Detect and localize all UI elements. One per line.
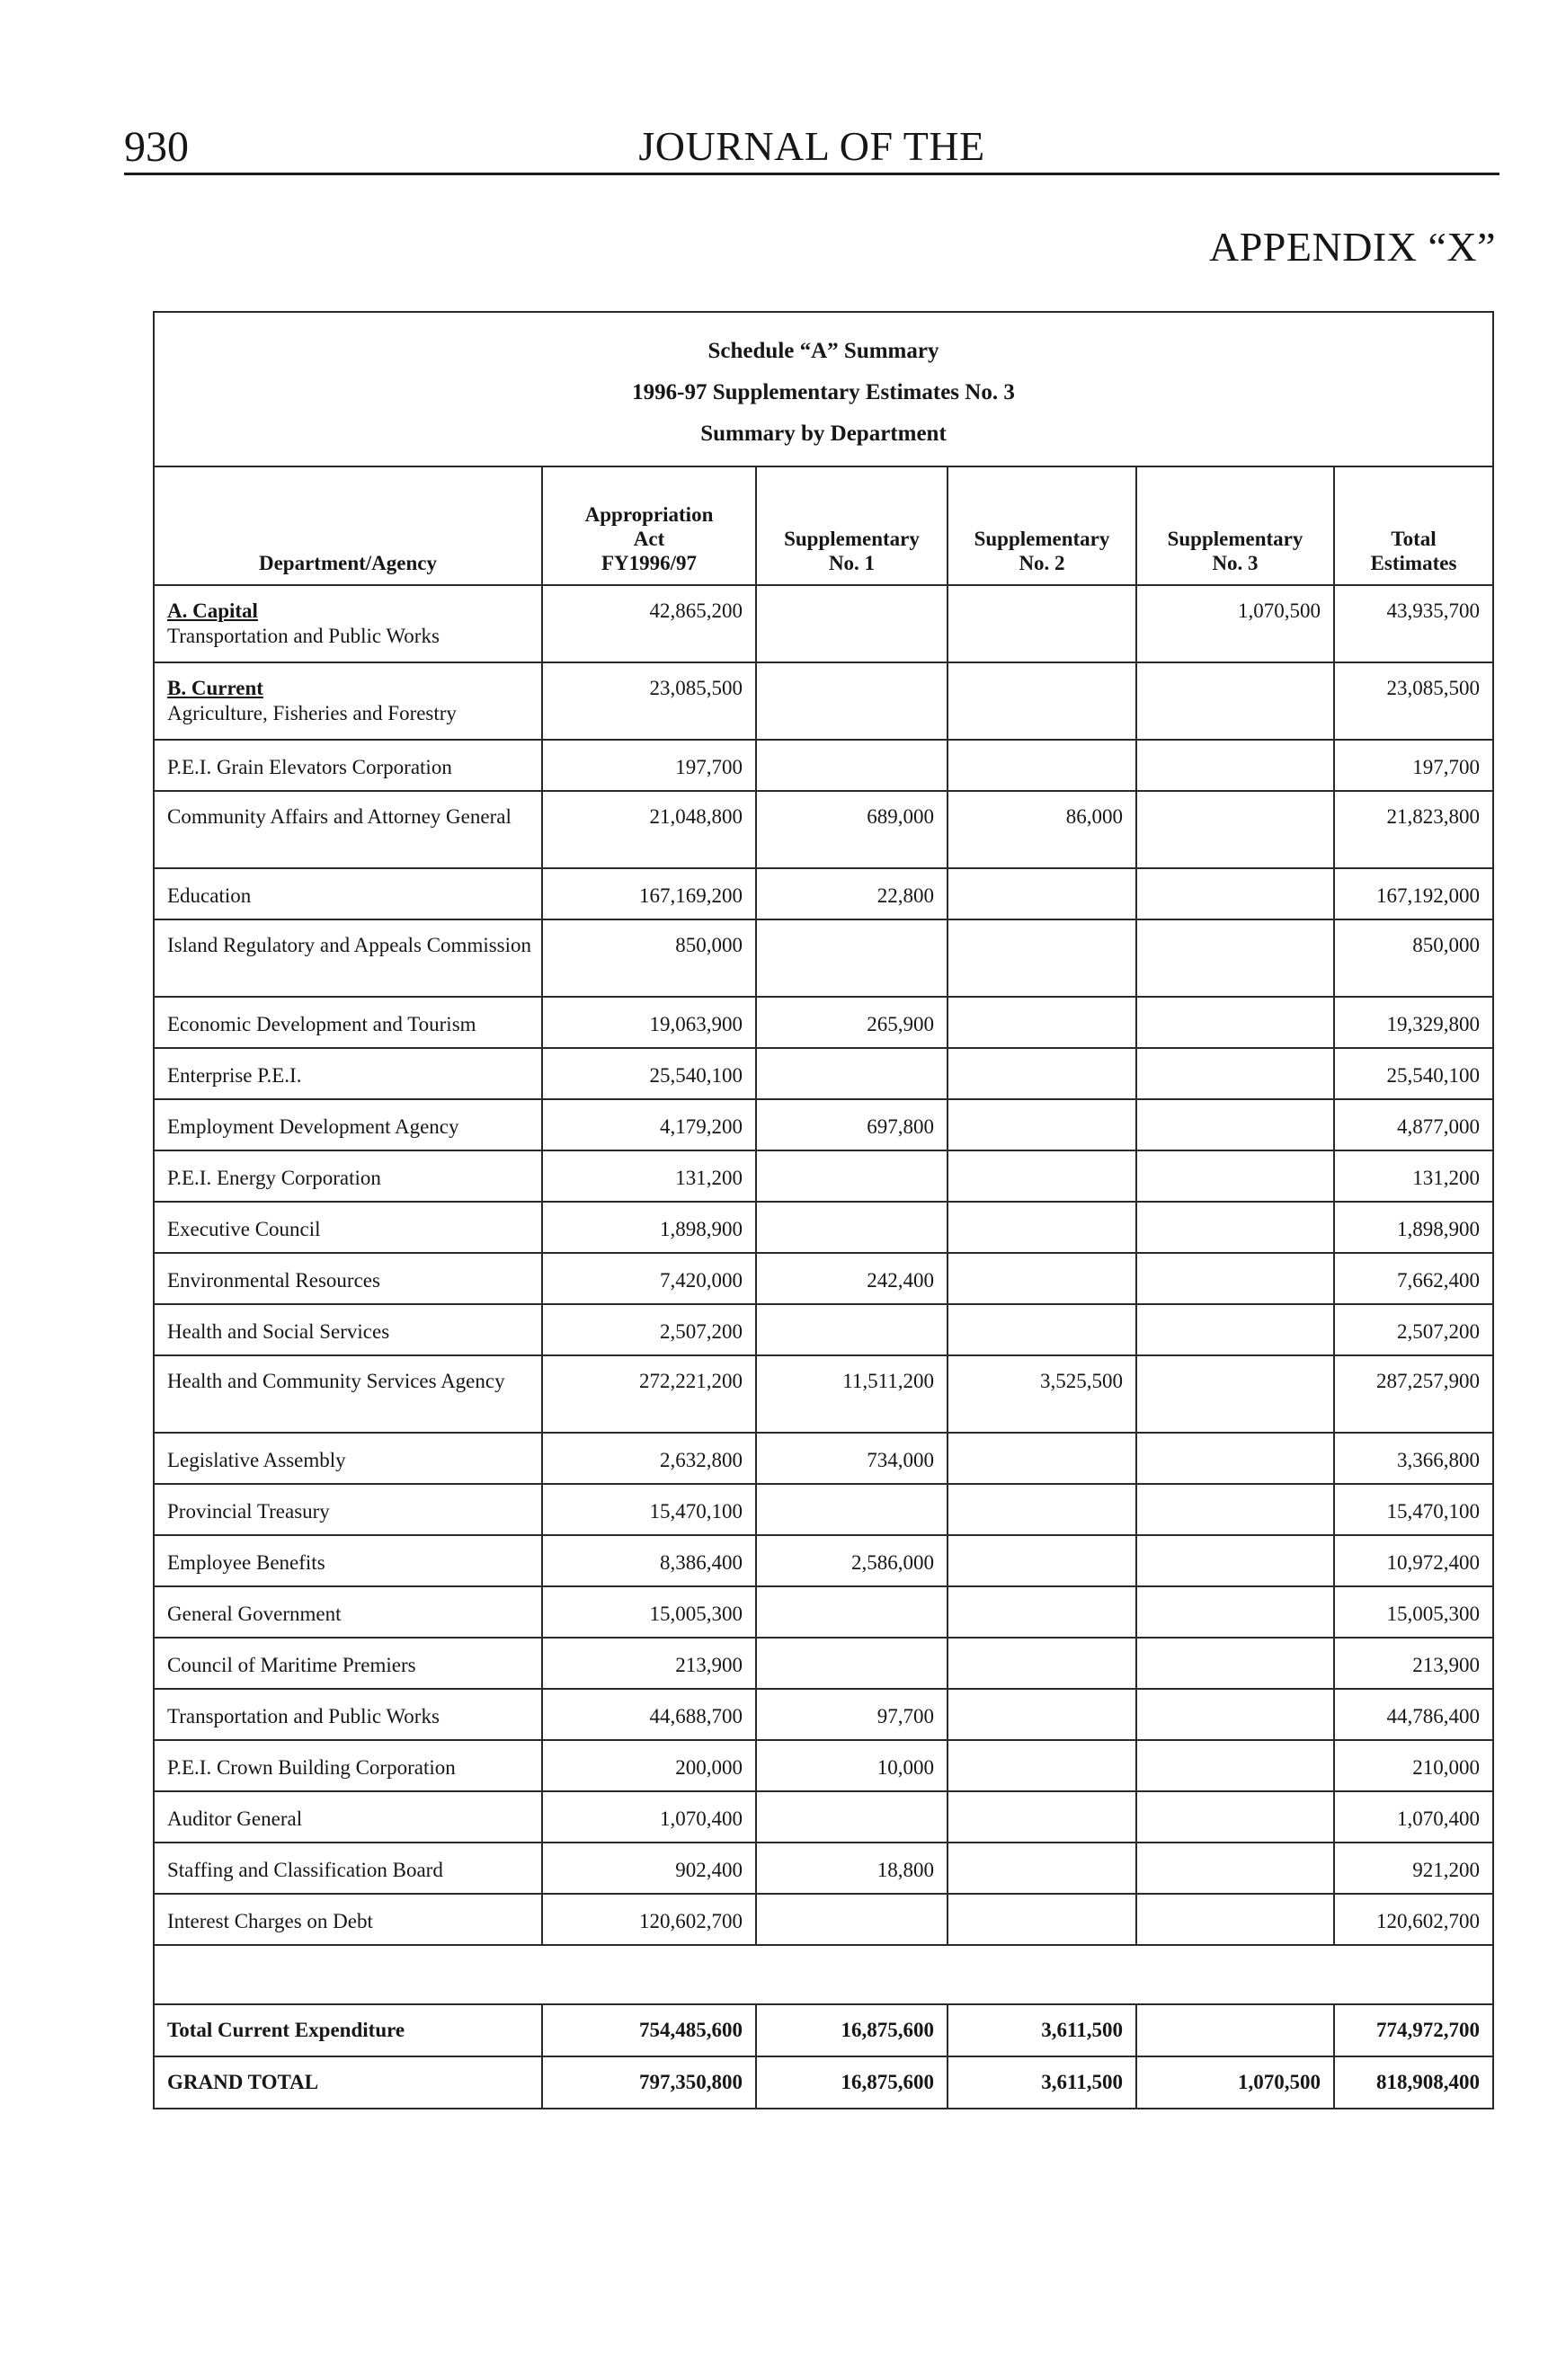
amount-cell-approp: 213,900 (542, 1638, 756, 1689)
journal-title: JOURNAL OF THE (638, 123, 985, 169)
table-row (154, 585, 1493, 662)
total-amount-s2: 3,611,500 (948, 2056, 1136, 2109)
total-amount-s2: 3,611,500 (948, 2004, 1136, 2056)
amount-cell-approp: 21,048,800 (542, 791, 756, 868)
department-cell (154, 1150, 542, 1202)
amount-cell-total: 19,329,800 (1334, 997, 1493, 1048)
department-cell (154, 1099, 542, 1150)
table-row (154, 1202, 1493, 1253)
total-current-row (154, 2004, 1493, 2056)
amount-cell-s2 (948, 1484, 1136, 1535)
department-name: Council of Maritime Premiers (167, 1654, 416, 1676)
section-label: B. Current (167, 677, 263, 699)
amount-cell-s3 (1136, 1253, 1334, 1304)
department-name: Interest Charges on Debt (167, 1910, 373, 1932)
amount-cell-s3 (1136, 1202, 1334, 1253)
amount-cell-total: 2,507,200 (1334, 1304, 1493, 1355)
total-amount-total: 818,908,400 (1334, 2056, 1493, 2109)
amount-cell-s1: 265,900 (756, 997, 948, 1048)
amount-cell-total: 15,470,100 (1334, 1484, 1493, 1535)
amount-cell-s1 (756, 1586, 948, 1638)
amount-cell-s2 (948, 1791, 1136, 1843)
amount-cell-s1 (756, 585, 948, 662)
amount-cell-approp: 19,063,900 (542, 997, 756, 1048)
department-cell (154, 1586, 542, 1638)
department-cell (154, 1535, 542, 1586)
department-name: Provincial Treasury (167, 1500, 330, 1523)
amount-cell-s2 (948, 919, 1136, 997)
amount-cell-s1: 689,000 (756, 791, 948, 868)
amount-cell-approp: 120,602,700 (542, 1894, 756, 1945)
amount-cell-s2 (948, 1202, 1136, 1253)
department-cell (154, 791, 542, 868)
amount-cell-s3 (1136, 1689, 1334, 1740)
department-cell (154, 919, 542, 997)
table-row (154, 791, 1493, 868)
table-row (154, 1638, 1493, 1689)
amount-cell-approp: 23,085,500 (542, 662, 756, 740)
department-cell (154, 1689, 542, 1740)
amount-cell-s3 (1136, 997, 1334, 1048)
department-name: Education (167, 884, 252, 907)
amount-cell-total: 43,935,700 (1334, 585, 1493, 662)
amount-cell-s2 (948, 1304, 1136, 1355)
department-name: Auditor General (167, 1807, 303, 1830)
amount-cell-s1: 2,586,000 (756, 1535, 948, 1586)
amount-cell-s1 (756, 1484, 948, 1535)
amount-cell-approp: 131,200 (542, 1150, 756, 1202)
amount-cell-total: 120,602,700 (1334, 1894, 1493, 1945)
table-row (154, 1433, 1493, 1484)
department-name: Island Regulatory and Appeals Commission (167, 934, 532, 956)
amount-cell-total: 850,000 (1334, 919, 1493, 997)
amount-cell-s2 (948, 1843, 1136, 1894)
department-name: Staffing and Classification Board (167, 1859, 443, 1881)
amount-cell-total: 167,192,000 (1334, 868, 1493, 919)
amount-cell-s2 (948, 1433, 1136, 1484)
department-cell (154, 1484, 542, 1535)
amount-cell-approp: 2,632,800 (542, 1433, 756, 1484)
schedule-heading-row (154, 312, 1493, 466)
amount-cell-approp: 272,221,200 (542, 1355, 756, 1433)
total-amount-s1: 16,875,600 (756, 2056, 948, 2109)
amount-cell-approp: 1,898,900 (542, 1202, 756, 1253)
department-name: Legislative Assembly (167, 1449, 346, 1471)
amount-cell-s1 (756, 1894, 948, 1945)
amount-cell-s2 (948, 740, 1136, 791)
department-name: Community Affairs and Attorney General (167, 805, 512, 828)
header-rule (124, 173, 1499, 175)
amount-cell-s1: 97,700 (756, 1689, 948, 1740)
total-amount-total: 774,972,700 (1334, 2004, 1493, 2056)
amount-cell-total: 1,070,400 (1334, 1791, 1493, 1843)
amount-cell-total: 7,662,400 (1334, 1253, 1493, 1304)
department-cell (154, 868, 542, 919)
amount-cell-s1: 22,800 (756, 868, 948, 919)
amount-cell-s3 (1136, 1099, 1334, 1150)
amount-cell-s2 (948, 997, 1136, 1048)
amount-cell-s3 (1136, 919, 1334, 997)
amount-cell-s1 (756, 1638, 948, 1689)
amount-cell-s3 (1136, 1304, 1334, 1355)
department-name: P.E.I. Crown Building Corporation (167, 1756, 456, 1779)
amount-cell-s2 (948, 585, 1136, 662)
amount-cell-total: 15,005,300 (1334, 1586, 1493, 1638)
department-name: P.E.I. Grain Elevators Corporation (167, 756, 452, 778)
amount-cell-total: 131,200 (1334, 1150, 1493, 1202)
department-name: Employee Benefits (167, 1551, 325, 1574)
page-number: 930 (124, 123, 189, 171)
department-cell (154, 1843, 542, 1894)
table-row (154, 1099, 1493, 1150)
table-row (154, 1894, 1493, 1945)
schedule-table (153, 311, 1494, 2109)
amount-cell-total: 23,085,500 (1334, 662, 1493, 740)
amount-cell-s1 (756, 662, 948, 740)
amount-cell-s2 (948, 868, 1136, 919)
amount-cell-s3 (1136, 662, 1334, 740)
amount-cell-s2 (948, 1535, 1136, 1586)
amount-cell-total: 921,200 (1334, 1843, 1493, 1894)
amount-cell-total: 213,900 (1334, 1638, 1493, 1689)
amount-cell-approp: 15,470,100 (542, 1484, 756, 1535)
amount-cell-s3 (1136, 1586, 1334, 1638)
grand-total-row (154, 2056, 1493, 2109)
department-name: Enterprise P.E.I. (167, 1064, 302, 1087)
amount-cell-s3 (1136, 740, 1334, 791)
page-header (124, 119, 1499, 173)
amount-cell-total: 25,540,100 (1334, 1048, 1493, 1099)
department-cell (154, 585, 542, 662)
amount-cell-s2: 86,000 (948, 791, 1136, 868)
department-cell (154, 662, 542, 740)
amount-cell-total: 210,000 (1334, 1740, 1493, 1791)
amount-cell-total: 1,898,900 (1334, 1202, 1493, 1253)
amount-cell-s1: 10,000 (756, 1740, 948, 1791)
amount-cell-s3 (1136, 791, 1334, 868)
table-row (154, 1791, 1493, 1843)
column-header-row (154, 466, 1493, 585)
department-cell (154, 1355, 542, 1433)
total-amount-s1: 16,875,600 (756, 2004, 948, 2056)
spacer-cell (154, 1945, 1493, 2004)
table-row (154, 868, 1493, 919)
total-label: GRAND TOTAL (154, 2056, 542, 2109)
amount-cell-s1 (756, 1304, 948, 1355)
amount-cell-s3 (1136, 1535, 1334, 1586)
amount-cell-s2 (948, 1253, 1136, 1304)
amount-cell-s2 (948, 1099, 1136, 1150)
total-amount-approp: 797,350,800 (542, 2056, 756, 2109)
amount-cell-s3: 1,070,500 (1136, 585, 1334, 662)
spacer-row (154, 1945, 1493, 2004)
department-cell (154, 1202, 542, 1253)
amount-cell-s1: 697,800 (756, 1099, 948, 1150)
amount-cell-total: 3,366,800 (1334, 1433, 1493, 1484)
total-amount-s3: 1,070,500 (1136, 2056, 1334, 2109)
amount-cell-approp: 44,688,700 (542, 1689, 756, 1740)
schedule-title: Schedule “A” Summary (707, 339, 939, 363)
section-label: A. Capital (167, 599, 258, 622)
table-row (154, 1355, 1493, 1433)
department-cell (154, 1740, 542, 1791)
table-row (154, 1048, 1493, 1099)
amount-cell-approp: 2,507,200 (542, 1304, 756, 1355)
amount-cell-s1: 18,800 (756, 1843, 948, 1894)
amount-cell-total: 287,257,900 (1334, 1355, 1493, 1433)
amount-cell-s3 (1136, 1484, 1334, 1535)
amount-cell-approp: 200,000 (542, 1740, 756, 1791)
amount-cell-approp: 1,070,400 (542, 1791, 756, 1843)
amount-cell-approp: 25,540,100 (542, 1048, 756, 1099)
col-header-supplementary-3: Supplementary No. 3 (1136, 466, 1334, 585)
amount-cell-s2: 3,525,500 (948, 1355, 1136, 1433)
department-name: Agriculture, Fisheries and Forestry (167, 702, 457, 724)
amount-cell-s3 (1136, 868, 1334, 919)
amount-cell-s1 (756, 919, 948, 997)
amount-cell-s1: 734,000 (756, 1433, 948, 1484)
amount-cell-total: 10,972,400 (1334, 1535, 1493, 1586)
department-cell (154, 997, 542, 1048)
total-amount-s3 (1136, 2004, 1334, 2056)
department-name: Executive Council (167, 1218, 321, 1240)
amount-cell-total: 21,823,800 (1334, 791, 1493, 868)
amount-cell-approp: 902,400 (542, 1843, 756, 1894)
table-row (154, 1150, 1493, 1202)
department-name: Health and Social Services (167, 1320, 390, 1343)
amount-cell-s3 (1136, 1740, 1334, 1791)
department-name: Health and Community Services Agency (167, 1370, 505, 1392)
amount-cell-s1: 11,511,200 (756, 1355, 948, 1433)
amount-cell-total: 4,877,000 (1334, 1099, 1493, 1150)
amount-cell-s3 (1136, 1433, 1334, 1484)
table-row (154, 919, 1493, 997)
department-cell (154, 1048, 542, 1099)
department-name: Employment Development Agency (167, 1115, 459, 1138)
col-header-appropriation: Appropriation Act FY1996/97 (542, 466, 756, 585)
amount-cell-s2 (948, 662, 1136, 740)
col-header-total-estimates: Total Estimates (1334, 466, 1493, 585)
table-row (154, 1689, 1493, 1740)
schedule-summary-label: Summary by Department (700, 422, 947, 446)
department-cell (154, 1894, 542, 1945)
schedule-subtitle: 1996-97 Supplementary Estimates No. 3 (632, 380, 1015, 404)
department-cell (154, 1253, 542, 1304)
total-label: Total Current Expenditure (154, 2004, 542, 2056)
amount-cell-s1 (756, 1150, 948, 1202)
table-row (154, 740, 1493, 791)
department-cell (154, 1433, 542, 1484)
department-name: Economic Development and Tourism (167, 1013, 476, 1035)
department-cell (154, 1638, 542, 1689)
amount-cell-s3 (1136, 1843, 1334, 1894)
amount-cell-approp: 4,179,200 (542, 1099, 756, 1150)
department-name: Environmental Resources (167, 1269, 380, 1292)
table-row (154, 662, 1493, 740)
amount-cell-s3 (1136, 1791, 1334, 1843)
schedule-heading (154, 312, 1493, 466)
amount-cell-s2 (948, 1586, 1136, 1638)
amount-cell-approp: 42,865,200 (542, 585, 756, 662)
table-row (154, 1843, 1493, 1894)
department-name: General Government (167, 1603, 342, 1625)
amount-cell-s2 (948, 1894, 1136, 1945)
col-header-supplementary-1: Supplementary No. 1 (756, 466, 948, 585)
amount-cell-approp: 15,005,300 (542, 1586, 756, 1638)
amount-cell-s1 (756, 1791, 948, 1843)
table-row (154, 1253, 1493, 1304)
department-name: Transportation and Public Works (167, 1705, 440, 1727)
table-row (154, 1535, 1493, 1586)
amount-cell-s1 (756, 1048, 948, 1099)
amount-cell-approp: 7,420,000 (542, 1253, 756, 1304)
amount-cell-s1 (756, 1202, 948, 1253)
amount-cell-s2 (948, 1048, 1136, 1099)
amount-cell-s3 (1136, 1355, 1334, 1433)
amount-cell-approp: 197,700 (542, 740, 756, 791)
amount-cell-s1: 242,400 (756, 1253, 948, 1304)
table-row (154, 997, 1493, 1048)
department-cell (154, 1304, 542, 1355)
table-row (154, 1484, 1493, 1535)
amount-cell-s3 (1136, 1894, 1334, 1945)
department-cell (154, 740, 542, 791)
amount-cell-s3 (1136, 1150, 1334, 1202)
appendix-title: APPENDIX “X” (1208, 224, 1496, 270)
amount-cell-total: 44,786,400 (1334, 1689, 1493, 1740)
amount-cell-approp: 8,386,400 (542, 1535, 756, 1586)
table-row (154, 1304, 1493, 1355)
amount-cell-total: 197,700 (1334, 740, 1493, 791)
table-row (154, 1740, 1493, 1791)
col-header-department: Department/Agency (154, 466, 542, 585)
schedule-table-container (153, 311, 1492, 2109)
amount-cell-s2 (948, 1740, 1136, 1791)
amount-cell-s2 (948, 1638, 1136, 1689)
amount-cell-s2 (948, 1689, 1136, 1740)
amount-cell-s1 (756, 740, 948, 791)
table-row (154, 1586, 1493, 1638)
amount-cell-approp: 850,000 (542, 919, 756, 997)
amount-cell-approp: 167,169,200 (542, 868, 756, 919)
amount-cell-s3 (1136, 1638, 1334, 1689)
amount-cell-s3 (1136, 1048, 1334, 1099)
total-amount-approp: 754,485,600 (542, 2004, 756, 2056)
department-name: P.E.I. Energy Corporation (167, 1167, 381, 1189)
amount-cell-s2 (948, 1150, 1136, 1202)
department-name: Transportation and Public Works (167, 625, 440, 647)
col-header-supplementary-2: Supplementary No. 2 (948, 466, 1136, 585)
department-cell (154, 1791, 542, 1843)
